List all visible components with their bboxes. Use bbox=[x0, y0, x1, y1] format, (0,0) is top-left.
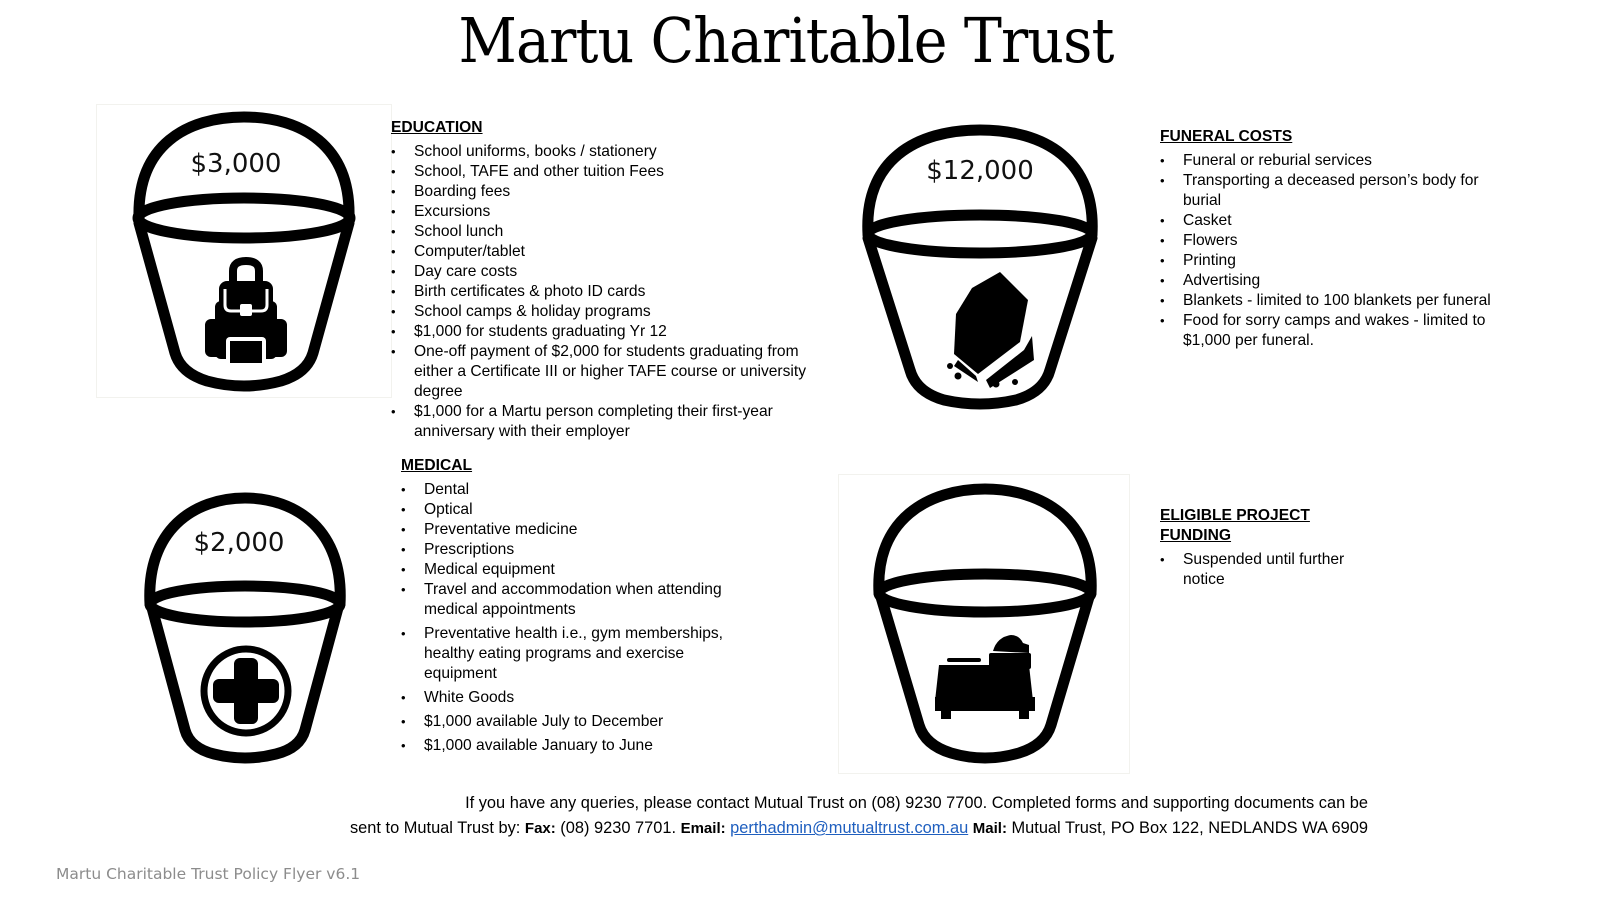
email-link[interactable]: perthadmin@mutualtrust.com.au bbox=[730, 819, 969, 837]
list-item: • Advertising bbox=[1160, 271, 1520, 291]
food-table-icon bbox=[839, 475, 1129, 773]
list-item: • Prescriptions bbox=[401, 540, 761, 560]
medical-amount: $2,000 bbox=[193, 528, 285, 558]
project-heading-line2: FUNDING bbox=[1160, 527, 1232, 544]
fax-label: Fax: bbox=[524, 820, 556, 837]
medical-bucket bbox=[130, 480, 360, 770]
list-item: • Suspended until further notice bbox=[1160, 550, 1363, 590]
version-label: Martu Charitable Trust Policy Flyer v6.1 bbox=[56, 865, 361, 883]
list-item: • White Goods bbox=[401, 688, 761, 708]
funeral-heading: FUNERAL COSTS bbox=[1160, 128, 1293, 145]
education-list bbox=[391, 142, 831, 442]
medical-cross-icon bbox=[130, 480, 360, 770]
list-item: • Funeral or reburial services bbox=[1160, 151, 1520, 171]
list-item: • Preventative medicine bbox=[401, 520, 761, 540]
education-section bbox=[391, 118, 831, 442]
contact-line-2 bbox=[0, 816, 1368, 841]
education-bucket bbox=[96, 104, 392, 398]
list-item: • Printing bbox=[1160, 251, 1520, 271]
list-item: • Computer/tablet bbox=[391, 242, 831, 262]
list-item: • School camps & holiday programs bbox=[391, 302, 831, 322]
list-item: • Dental bbox=[401, 480, 761, 500]
list-item: • $1,000 available July to December bbox=[401, 712, 761, 732]
project-heading bbox=[1160, 506, 1380, 546]
list-item: • Boarding fees bbox=[391, 182, 831, 202]
contact-line-1: If you have any queries, please contact Mutual Trust on (08) 9230 7700. Completed forms and supporting documents can be bbox=[465, 794, 1368, 812]
list-item: • One-off payment of $2,000 for students graduating from either a Certificate III or higher TAFE course or university degree bbox=[391, 342, 824, 402]
education-heading: EDUCATION bbox=[391, 119, 483, 136]
list-item: • School uniforms, books / stationery bbox=[391, 142, 831, 162]
mail-value: Mutual Trust, PO Box 122, NEDLANDS WA 6909 bbox=[1006, 819, 1368, 837]
medical-section bbox=[401, 456, 761, 756]
coffin-icon bbox=[850, 110, 1110, 420]
email-label: Email: bbox=[680, 820, 726, 837]
funeral-section bbox=[1160, 127, 1520, 351]
list-item: • Day care costs bbox=[391, 262, 831, 282]
list-item: • Food for sorry camps and wakes - limited to $1,000 per funeral. bbox=[1160, 311, 1513, 351]
project-heading-line1: ELIGIBLE PROJECT bbox=[1160, 507, 1310, 524]
list-item: • Medical equipment bbox=[401, 560, 761, 580]
mail-label: Mail: bbox=[972, 820, 1007, 837]
list-item: • School, TAFE and other tuition Fees bbox=[391, 162, 831, 182]
funeral-amount: $12,000 bbox=[926, 156, 1034, 186]
list-item: • $1,000 for a Martu person completing their first-year anniversary with their employer bbox=[391, 402, 809, 442]
page-title: Martu Charitable Trust bbox=[458, 4, 1114, 77]
list-item: • Birth certificates & photo ID cards bbox=[391, 282, 831, 302]
list-item: • $1,000 for students graduating Yr 12 bbox=[391, 322, 831, 342]
medical-heading: MEDICAL bbox=[401, 457, 473, 474]
list-item: • School lunch bbox=[391, 222, 831, 242]
contact-prefix: sent to Mutual Trust by: bbox=[349, 819, 525, 837]
list-item: • Transporting a deceased person’s body for burial bbox=[1160, 171, 1513, 211]
project-list bbox=[1160, 550, 1380, 590]
list-item: • Preventative health i.e., gym memberships, healthy eating programs and exercise equipment bbox=[401, 624, 754, 684]
fax-value: (08) 9230 7701. bbox=[555, 819, 681, 837]
medical-list bbox=[401, 480, 761, 756]
list-item: • Excursions bbox=[391, 202, 831, 222]
funeral-bucket bbox=[850, 110, 1110, 420]
list-item: • Casket bbox=[1160, 211, 1520, 231]
project-bucket bbox=[838, 474, 1130, 774]
list-item: • Optical bbox=[401, 500, 761, 520]
list-item: • $1,000 available January to June bbox=[401, 736, 761, 756]
project-section bbox=[1160, 506, 1380, 590]
funeral-list bbox=[1160, 151, 1520, 351]
list-item: • Flowers bbox=[1160, 231, 1520, 251]
backpack-icon bbox=[97, 105, 391, 397]
list-item: • Travel and accommodation when attending medical appointments bbox=[401, 580, 754, 620]
list-item: • Blankets - limited to 100 blankets per funeral bbox=[1160, 291, 1520, 311]
education-amount: $3,000 bbox=[190, 149, 282, 179]
